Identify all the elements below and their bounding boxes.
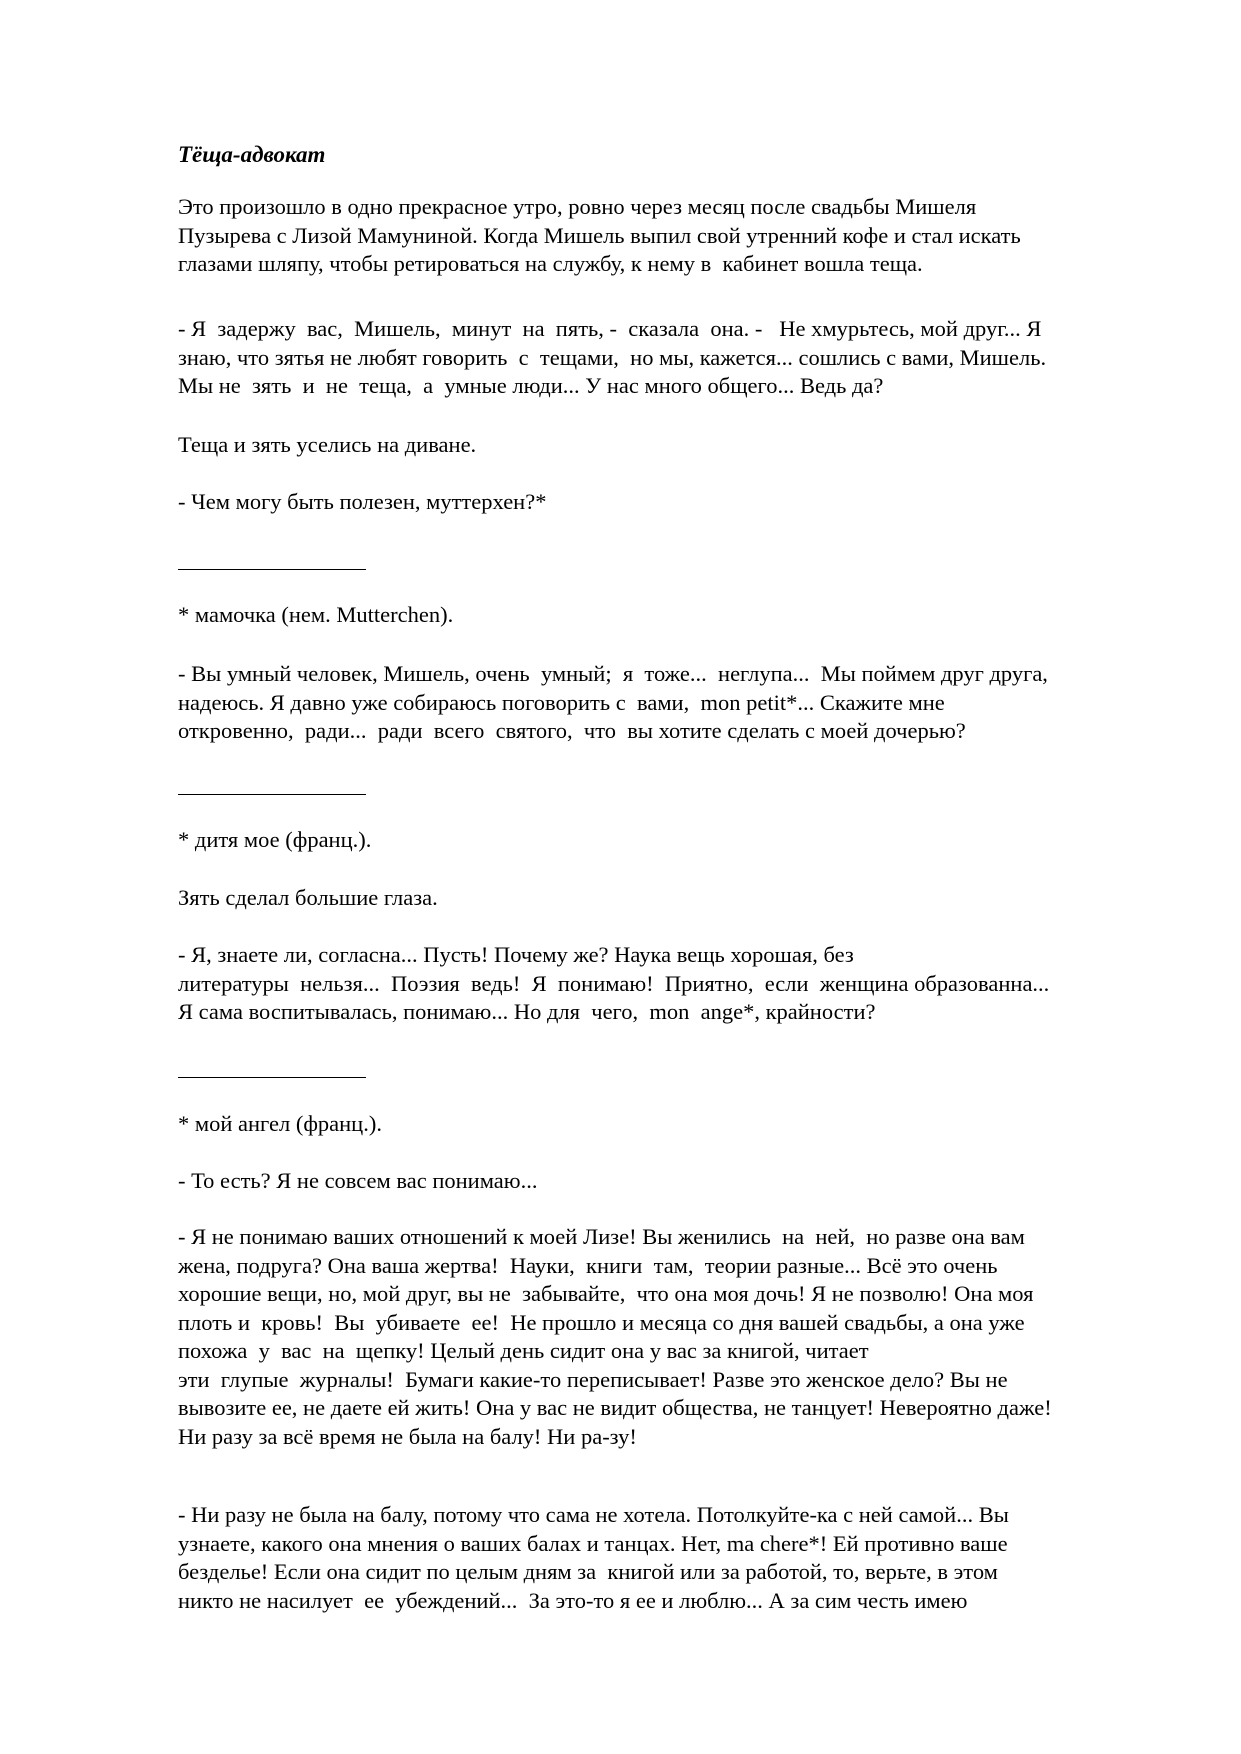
footnote-separator [178,794,366,795]
paragraph-narration [178,431,1158,460]
footnote [178,601,1158,630]
text-line: глазами шляпу, чтобы ретироваться на службу, к нему в кабинет вошла теща. [178,251,923,276]
text-line: * дитя мое (франц.). [178,827,372,852]
text-line: эти глупые журналы! Бумаги какие-то переписывает! Разве это женское дело? Вы не [178,1366,1008,1392]
text-line: надеюсь. Я давно уже собираюсь поговорить с вами, mon petit*... Скажите мне [178,689,945,715]
text-line: * мой ангел (франц.). [178,1111,382,1136]
text-line: вывозите ее, не даете ей жить! Она у вас не видит общества, не танцует! Невероятно даже! [178,1395,1052,1420]
footnote [178,1110,1158,1139]
paragraph-intro [178,193,1158,279]
text-line: безделье! Если она сидит по целым дням за книгой или за работой, то, верьте, в этом [178,1559,998,1584]
paragraph-mother-in-law-speech [178,1223,1158,1451]
text-line: - То есть? Я не совсем вас понимаю... [178,1168,538,1193]
text-line: узнаете, какого она мнения о ваших балах и танцах. Нет, ma chere*! Ей противно ваше [178,1530,1008,1556]
text-line: Я сама воспитывалась, понимаю... Но для чего, mon ange*, крайности? [178,999,876,1024]
text-line: Мы не зять и не теща, а умные люди... У нас много общего... Ведь да? [178,373,884,398]
text-line: Это произошло в одно прекрасное утро, ровно через месяц после свадьбы Мишеля [178,194,977,219]
text-line: - Вы умный человек, Мишель, очень умный; я тоже... неглупа... Мы поймем друг друга, [178,661,1048,686]
paragraph-mother-in-law-speech [178,660,1158,746]
paragraph-reply [178,1167,1158,1196]
text-line: - Чем могу быть полезен, муттерхен?* [178,489,547,514]
text-line: - Я, знаете ли, согласна... Пусть! Почему же? Наука вещь хорошая, без [178,942,854,967]
text-line: - Я не понимаю ваших отношений к моей Лизе! Вы женились на ней, но разве она вам [178,1224,1025,1249]
paragraph-reply [178,488,1158,517]
text-line: - Ни разу не была на балу, потому что сама не хотела. Потолкуйте-ка с ней самой... Вы [178,1502,1009,1527]
text-line: никто не насилует ее убеждений... За это-то я ее и люблю... А за сим честь имею [178,1587,968,1613]
text-line: откровенно, ради... ради всего святого, что вы хотите сделать с моей дочерью? [178,718,966,743]
text-line: литературы нельзя... Поэзия ведь! Я понимаю! Приятно, если женщина образованна... [178,970,1050,996]
text-line: знаю, что зятья не любят говорить с тещами, но мы, кажется... сошлись с вами, Мишель. [178,344,1047,370]
footnote-separator [178,569,366,570]
text-line: жена, подруга? Она ваша жертва! Науки, книги там, теории разные... Всё это очень [178,1252,998,1278]
paragraph-mother-in-law-speech [178,941,1158,1027]
paragraph-narration [178,884,1158,913]
text-line: Теща и зять уселись на диване. [178,432,477,457]
footnote-separator [178,1077,366,1078]
text-line: похожа у вас на щепку! Целый день сидит она у вас за книгой, читает [178,1338,869,1363]
text-line: - Я задержу вас, Мишель, минут на пять, - сказала она. - Не хмурьтесь, мой друг... Я [178,316,1042,341]
text-line: хорошие вещи, но, мой друг, вы не забывайте, что она моя дочь! Я не позволю! Она моя [178,1281,1034,1306]
paragraph-reply [178,1501,1158,1615]
text-line: Зять сделал большие глаза. [178,885,438,910]
text-line: Ни разу за всё время не была на балу! Ни ра-зу! [178,1423,637,1449]
story-title: Тёща-адвокат [178,142,326,167]
paragraph-mother-in-law-speech [178,315,1158,401]
text-line: плоть и кровь! Вы убиваете ее! Не прошло и месяца со дня вашей свадьбы, а она уже [178,1309,1025,1335]
text-line: Пузырева с Лизой Мамуниной. Когда Мишель выпил свой утренний кофе и стал искать [178,222,1021,248]
text-line: * мамочка (нем. Mutterchen). [178,602,454,627]
footnote [178,826,1158,855]
